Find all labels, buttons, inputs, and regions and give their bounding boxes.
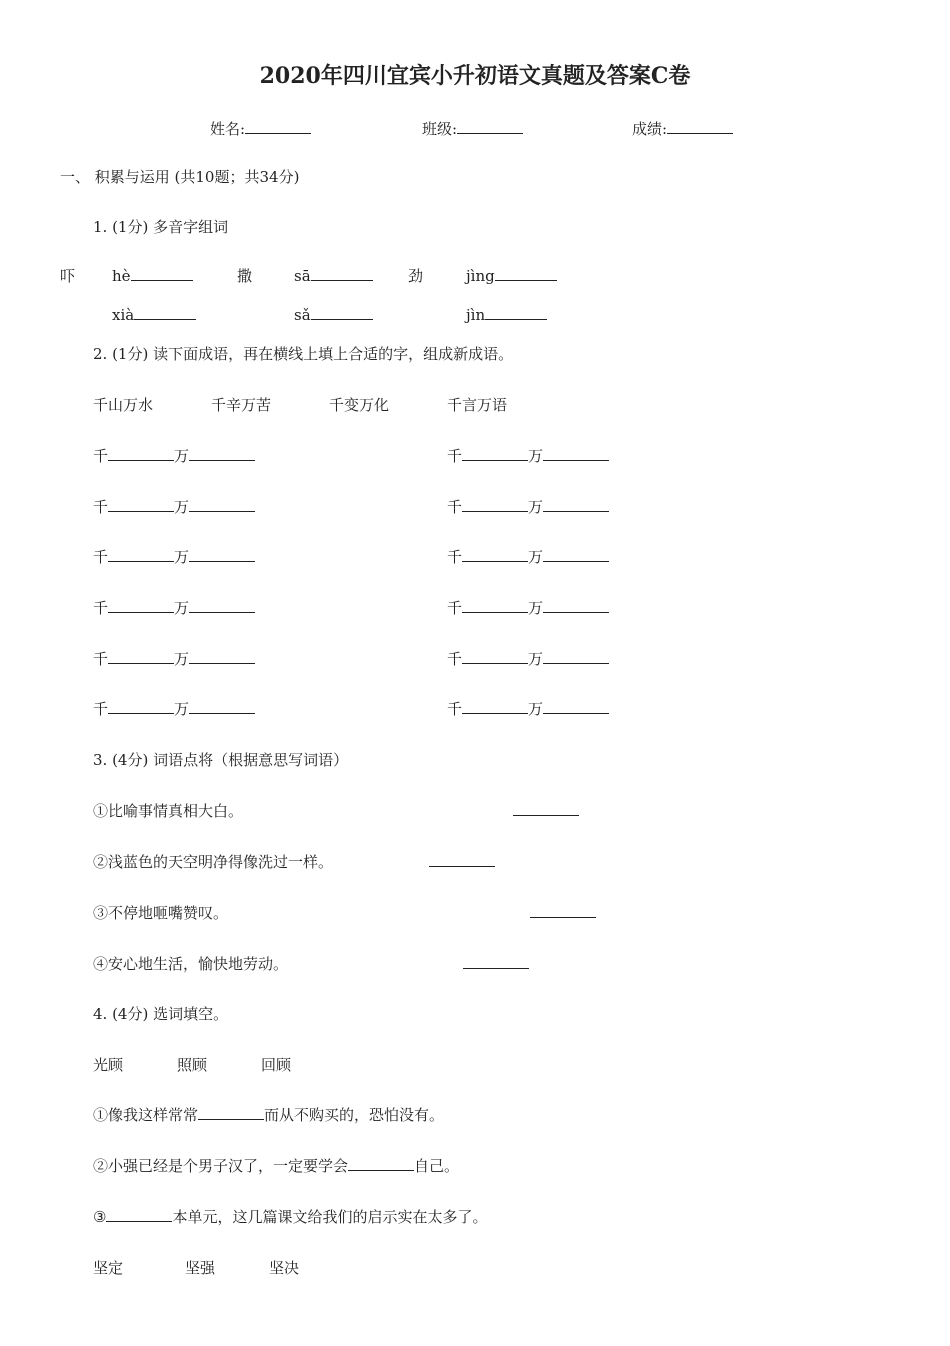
q2-wan-char: 万: [174, 650, 190, 668]
q2-wan-char: 万: [528, 498, 544, 516]
q4-s1-post: 而从不购买的，恐怕没有。: [264, 1106, 445, 1124]
q4-sentence-1: [93, 1105, 444, 1125]
q1-item[interactable]: [294, 305, 373, 325]
q4-sentence-3: [93, 1207, 487, 1227]
q1-pinyin: sā: [294, 267, 311, 285]
class-label: 班级:: [422, 120, 458, 138]
class-blank[interactable]: [457, 119, 523, 134]
q1-pinyin: sǎ: [294, 306, 311, 324]
question-3-label: 3. (4分) 词语点将（根据意思写词语）: [93, 751, 349, 769]
q2-fill-row: [447, 547, 609, 567]
section-heading: 一、 积累与运用 (共10题；共34分): [60, 168, 300, 186]
q4-word: 坚强: [185, 1259, 216, 1277]
q2-blank[interactable]: [189, 649, 255, 664]
score-blank[interactable]: [667, 119, 733, 134]
q1-item[interactable]: [466, 305, 547, 325]
q2-qian-char: 千: [447, 548, 463, 566]
name-blank[interactable]: [245, 119, 311, 134]
q4-sentence-2: [93, 1156, 459, 1176]
q2-fill-row: [93, 598, 255, 618]
q2-wan-char: 万: [174, 447, 190, 465]
q2-wan-char: 万: [528, 599, 544, 617]
q3-answer-blank-1[interactable]: [513, 801, 579, 821]
q2-fill-row: [447, 497, 609, 517]
q2-fill-row: [447, 598, 609, 618]
q2-wan-char: 万: [174, 548, 190, 566]
q3-blank[interactable]: [429, 852, 495, 867]
name-label: 姓名:: [210, 120, 246, 138]
q1-blank[interactable]: [134, 305, 196, 320]
q2-qian-char: 千: [447, 700, 463, 718]
q1-item[interactable]: [112, 305, 196, 325]
q4-blank[interactable]: [348, 1156, 414, 1171]
q4-word: 光顾: [93, 1056, 124, 1074]
q1-blank[interactable]: [485, 305, 547, 320]
q2-blank[interactable]: [543, 598, 609, 613]
q1-pinyin: jìng: [466, 267, 495, 285]
q2-fill-row: [93, 497, 255, 517]
q2-blank[interactable]: [189, 547, 255, 562]
q4-s3-post: 本单元，这几篇课文给我们的启示实在太多了。: [172, 1208, 488, 1226]
q3-item: ②浅蓝色的天空明净得像洗过一样。: [93, 853, 334, 871]
q2-qian-char: 千: [447, 599, 463, 617]
q2-blank[interactable]: [108, 446, 174, 461]
q4-s2-post: 自己。: [414, 1157, 460, 1175]
q2-blank[interactable]: [462, 649, 528, 664]
q3-blank[interactable]: [530, 903, 596, 918]
name-field[interactable]: [210, 119, 311, 139]
q2-blank[interactable]: [543, 649, 609, 664]
q2-idiom: 千山万水: [93, 396, 154, 414]
q2-qian-char: 千: [93, 650, 109, 668]
q1-blank[interactable]: [311, 305, 373, 320]
question-4-label: 4. (4分) 选词填空。: [93, 1005, 229, 1023]
q2-wan-char: 万: [174, 498, 190, 516]
q3-item: ③不停地咂嘴赞叹。: [93, 904, 229, 922]
class-field[interactable]: [422, 119, 523, 139]
q2-wan-char: 万: [528, 700, 544, 718]
q4-word: 回顾: [261, 1056, 292, 1074]
q1-blank[interactable]: [131, 266, 193, 281]
q1-char-1: 吓: [60, 267, 76, 285]
q2-qian-char: 千: [93, 498, 109, 516]
q3-blank[interactable]: [513, 801, 579, 816]
q2-fill-row: [447, 699, 609, 719]
q1-item[interactable]: [294, 266, 373, 286]
q4-word: 坚决: [269, 1259, 300, 1277]
q3-answer-blank-4[interactable]: [463, 954, 529, 974]
q2-idiom: 千言万语: [447, 396, 508, 414]
q2-blank[interactable]: [189, 598, 255, 613]
q1-pinyin: jìn: [466, 306, 486, 324]
q2-wan-char: 万: [174, 599, 190, 617]
q4-s1-pre: ①像我这样常常: [93, 1106, 199, 1124]
q4-word: 坚定: [93, 1259, 124, 1277]
q1-blank[interactable]: [495, 266, 557, 281]
q1-item[interactable]: [466, 266, 557, 286]
q4-s2-pre: ②小强已经是个男子汉了，一定要学会: [93, 1157, 349, 1175]
score-label: 成绩:: [632, 120, 668, 138]
q3-item: ④安心地生活，愉快地劳动。: [93, 955, 289, 973]
q2-idiom: 千辛万苦: [211, 396, 272, 414]
q2-blank[interactable]: [108, 699, 174, 714]
q2-blank[interactable]: [189, 699, 255, 714]
q2-blank[interactable]: [108, 649, 174, 664]
q2-blank[interactable]: [462, 446, 528, 461]
q2-blank[interactable]: [543, 699, 609, 714]
q2-blank[interactable]: [462, 497, 528, 512]
q2-blank[interactable]: [543, 547, 609, 562]
q2-wan-char: 万: [528, 650, 544, 668]
q2-wan-char: 万: [174, 700, 190, 718]
question-2-label: 2. (1分) 读下面成语，再在横线上填上合适的字，组成新成语。: [93, 345, 514, 363]
page-title: 2020年四川宜宾小升初语文真题及答案C卷: [259, 63, 691, 89]
q3-answer-blank-2[interactable]: [429, 852, 495, 872]
q2-fill-row: [93, 446, 255, 466]
q2-qian-char: 千: [447, 498, 463, 516]
q1-blank[interactable]: [311, 266, 373, 281]
q2-blank[interactable]: [462, 699, 528, 714]
q2-blank[interactable]: [108, 497, 174, 512]
q2-qian-char: 千: [93, 599, 109, 617]
q3-blank[interactable]: [463, 954, 529, 969]
q2-blank[interactable]: [462, 547, 528, 562]
q3-item: ①比喻事情真相大白。: [93, 802, 244, 820]
q2-wan-char: 万: [528, 447, 544, 465]
q2-idiom: 千变万化: [329, 396, 390, 414]
q1-item[interactable]: [112, 266, 193, 286]
q2-fill-row: [447, 446, 609, 466]
question-1-label: 1. (1分) 多音字组词: [93, 218, 229, 236]
q2-blank[interactable]: [462, 598, 528, 613]
q2-fill-row: [93, 649, 255, 669]
q2-qian-char: 千: [93, 447, 109, 465]
q2-wan-char: 万: [528, 548, 544, 566]
q2-fill-row: [93, 699, 255, 719]
q1-pinyin: hè: [112, 267, 131, 285]
q1-char-2: 撒: [237, 267, 253, 285]
q2-blank[interactable]: [108, 547, 174, 562]
q4-blank[interactable]: [198, 1105, 264, 1120]
q2-qian-char: 千: [93, 548, 109, 566]
q1-char-3: 劲: [408, 267, 424, 285]
q2-fill-row: [447, 649, 609, 669]
q2-qian-char: 千: [447, 447, 463, 465]
q2-blank[interactable]: [543, 497, 609, 512]
q2-blank[interactable]: [189, 446, 255, 461]
q3-answer-blank-3[interactable]: [530, 903, 596, 923]
q2-blank[interactable]: [189, 497, 255, 512]
q2-qian-char: 千: [447, 650, 463, 668]
q2-fill-row: [93, 547, 255, 567]
score-field[interactable]: [632, 119, 733, 139]
q2-blank[interactable]: [108, 598, 174, 613]
q1-pinyin: xià: [112, 306, 135, 324]
q4-blank[interactable]: [106, 1207, 172, 1222]
q4-word: 照顾: [177, 1056, 208, 1074]
q2-qian-char: 千: [93, 700, 109, 718]
q2-blank[interactable]: [543, 446, 609, 461]
q4-s3-pre: ③: [93, 1208, 107, 1226]
